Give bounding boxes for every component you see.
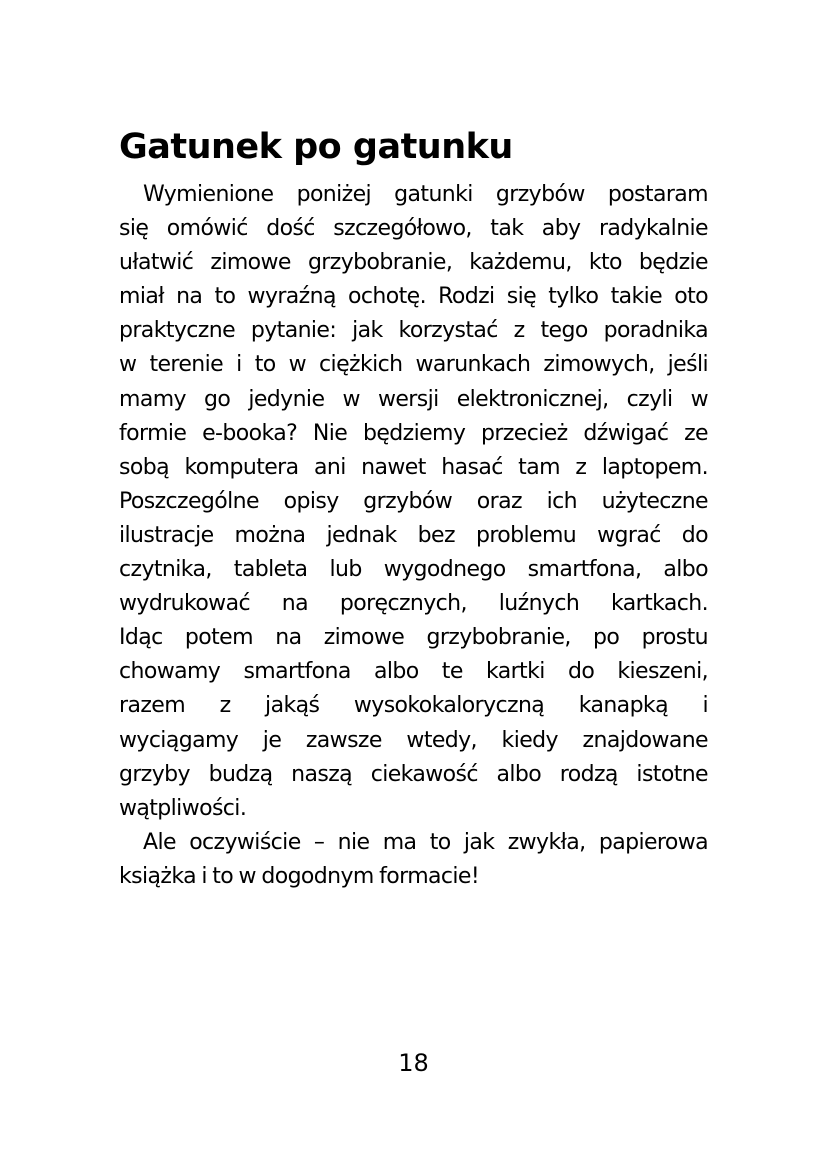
text-line: książka i to w dogodnym formacie! [119, 863, 480, 889]
text-line: ilustracje można jednak bez problemu wgrać do [119, 522, 708, 548]
text-line: ułatwić zimowe grzybobranie, każdemu, kto będzie [119, 250, 708, 276]
body-text [119, 178, 708, 894]
text-line: wydrukować na poręcznych, luźnych kartkach. [119, 591, 708, 617]
chapter-heading: Gatunek po gatunku [119, 127, 513, 167]
text-line: Poszczególne opisy grzybów oraz ich użyteczne [119, 488, 708, 514]
text-line: wyciągamy je zawsze wtedy, kiedy znajdowane [119, 727, 708, 753]
text-line: grzyby budzą naszą ciekawość albo rodzą istotne [119, 761, 708, 787]
paragraph-2 [119, 826, 708, 894]
text-line: Ale oczywiście – nie ma to jak zwykła, papierowa [143, 829, 708, 855]
text-line: miał na to wyraźną ochotę. Rodzi się tylko takie oto [119, 284, 708, 310]
page-number: 18 [398, 1049, 429, 1077]
text-line: w terenie i to w ciężkich warunkach zimowych, jeśli [119, 352, 708, 378]
text-line: się omówić dość szczegółowo, tak aby radykalnie [119, 216, 708, 242]
text-line: praktyczne pytanie: jak korzystać z tego poradnika [119, 318, 708, 344]
text-line: mamy go jedynie w wersji elektronicznej, czyli w [119, 386, 708, 412]
text-line: czytnika, tableta lub wygodnego smartfona, albo [119, 557, 708, 583]
text-line: wątpliwości. [119, 795, 247, 821]
text-line: Idąc potem na zimowe grzybobranie, po prostu [119, 625, 708, 651]
text-line: Wymienione poniżej gatunki grzybów postaram [143, 182, 708, 207]
paragraph-1 [119, 178, 708, 826]
text-line: chowamy smartfona albo te kartki do kieszeni, [119, 659, 708, 685]
text-line: razem z jakąś wysokokaloryczną kanapką i [119, 693, 708, 719]
text-line: formie e-booka? Nie będziemy przecież dźwigać ze [119, 420, 708, 446]
text-line: sobą komputera ani nawet hasać tam z laptopem. [119, 454, 708, 480]
